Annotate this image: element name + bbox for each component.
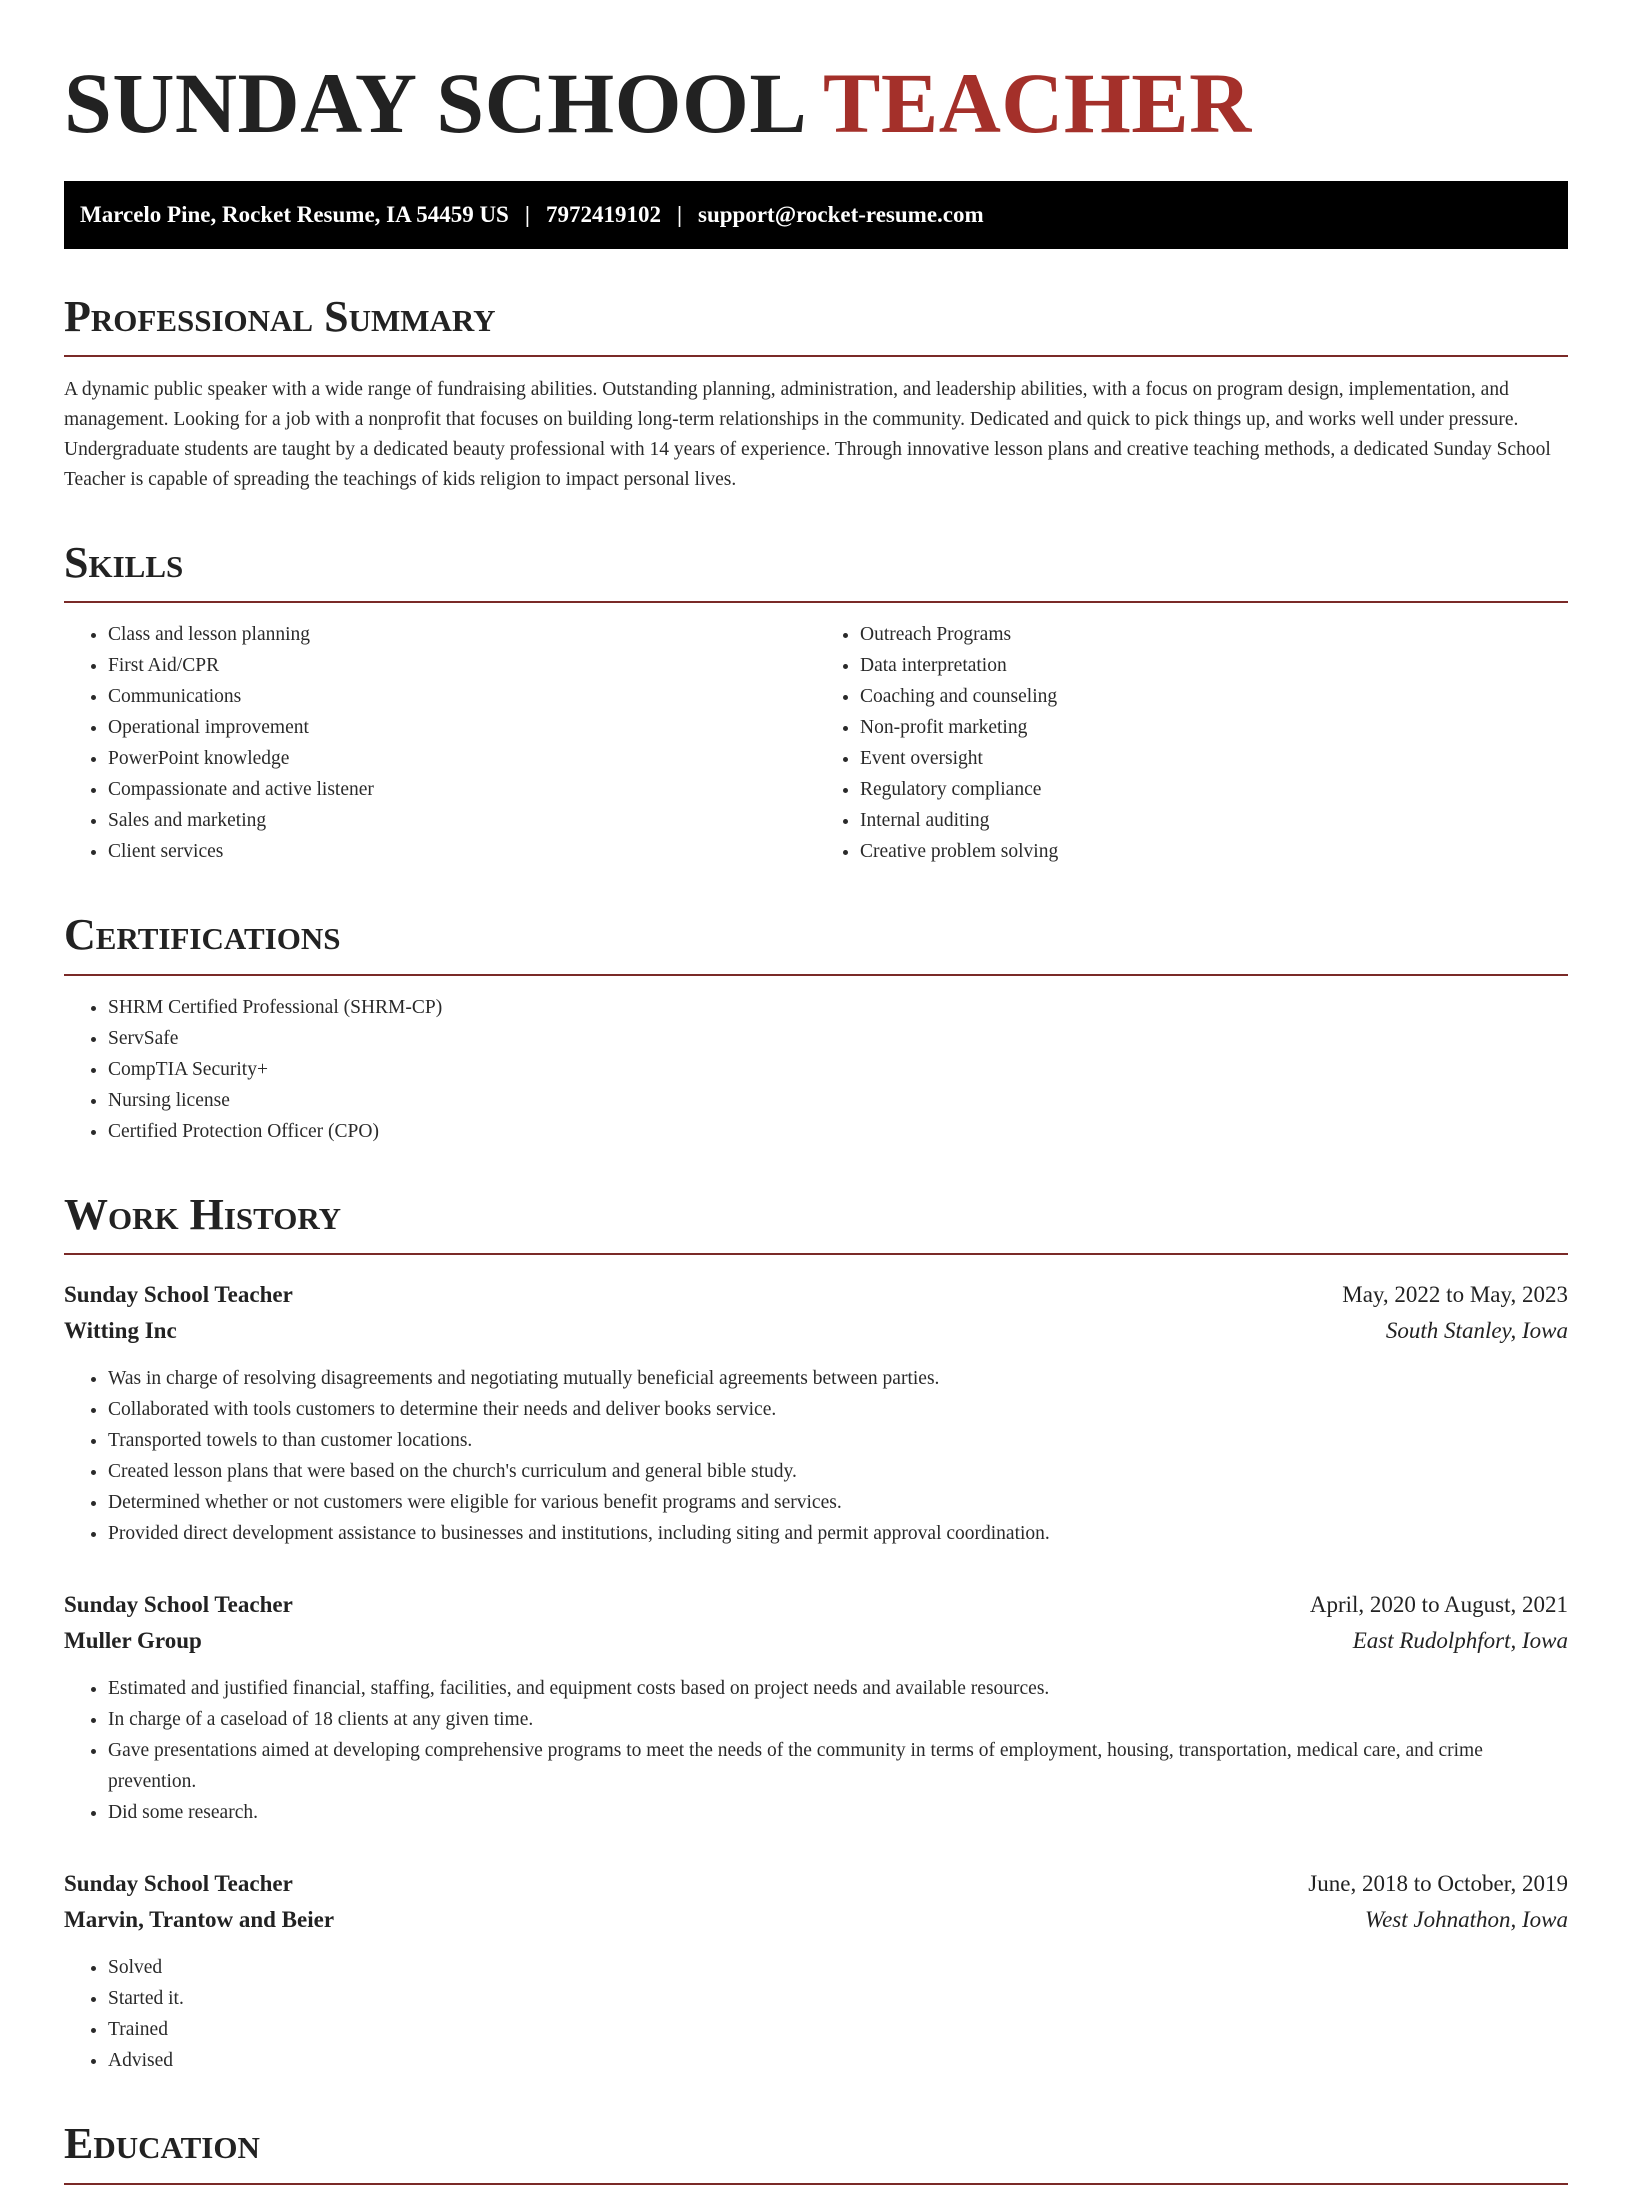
contact-bar (64, 181, 1568, 249)
job-bullet: • Collaborated with tools customers to determine their needs and deliver books service. (108, 1394, 1568, 1425)
certification-item: • SHRM Certified Professional (SHRM-CP) (108, 992, 1568, 1023)
skill-item: • Non-profit marketing (860, 712, 1568, 743)
education-heading: Education (64, 2119, 260, 2169)
contact-email[interactable]: support@rocket-resume.com (698, 201, 984, 227)
skill-item: • Internal auditing (860, 805, 1568, 836)
job-bullet: • In charge of a caseload of 18 clients at any given time. (108, 1704, 1568, 1735)
job-entry (64, 1587, 1568, 1828)
skills-columns (64, 603, 1568, 867)
skill-item: • Sales and marketing (108, 805, 816, 836)
resume-title (64, 0, 1568, 151)
section-divider (64, 355, 1568, 357)
certification-item: • ServSafe (108, 1023, 1568, 1054)
skill-item: • Data interpretation (860, 650, 1568, 681)
job-company-row (64, 1902, 1568, 1938)
job-location: East Rudolphfort, Iowa (1352, 1628, 1568, 1654)
title-accent: TEACHER (822, 55, 1252, 151)
job-dates: June, 2018 to October, 2019 (1308, 1871, 1568, 1897)
summary-text: A dynamic public speaker with a wide range of fundraising abilities. Outstanding planning, administration, and leadership abilities, with a focus on program design, implementation, and management. Looking for a job with a nonprofit that focuses on building long-term relationships in the community. Dedicated and quick to pick things up, and works well under pressure. Undergraduate students are taught by a dedicated beauty professional with 14 years of experience. Through innovative lesson plans and creative teaching methods, a dedicated Sunday School Teacher is capable of spreading the teachings of kids religion to impact personal lives. (64, 378, 1551, 490)
work-history-heading: Work History (64, 1189, 342, 1239)
skill-item: • Client services (108, 836, 816, 867)
skills-list-right (816, 619, 1568, 867)
job-header-row (64, 1587, 1568, 1623)
job-title: Sunday School Teacher (64, 1871, 293, 1897)
job-company-row (64, 1313, 1568, 1349)
job-bullet: • Gave presentations aimed at developing comprehensive programs to meet the needs of the community in terms of employment, housing, transportation, medical care, and crime prevention. (108, 1735, 1568, 1797)
job-company-row (64, 1623, 1568, 1659)
certification-item: • Nursing license (108, 1085, 1568, 1116)
skill-item: • Communications (108, 681, 816, 712)
job-bullet: • Was in charge of resolving disagreements and negotiating mutually beneficial agreements between parties. (108, 1363, 1568, 1394)
contact-phone[interactable]: 7972419102 (545, 201, 661, 227)
contact-separator: | (676, 201, 683, 227)
skills-heading: Skills (64, 537, 184, 587)
job-bullet: • Solved (108, 1952, 1568, 1983)
job-entry (64, 1866, 1568, 2076)
job-bullet: • Determined whether or not customers were eligible for various benefit programs and services. (108, 1487, 1568, 1518)
job-company: Witting Inc (64, 1318, 177, 1344)
skill-item: • Class and lesson planning (108, 619, 816, 650)
job-bullet: • Trained (108, 2014, 1568, 2045)
job-dates: May, 2022 to May, 2023 (1342, 1282, 1568, 1308)
job-bullets (64, 1952, 1568, 2076)
certification-item: • Certified Protection Officer (CPO) (108, 1116, 1568, 1147)
job-company: Muller Group (64, 1628, 202, 1654)
skill-item: • First Aid/CPR (108, 650, 816, 681)
job-dates: April, 2020 to August, 2021 (1309, 1592, 1568, 1618)
certifications-list (64, 992, 1568, 1147)
certification-item: • CompTIA Security+ (108, 1054, 1568, 1085)
section-divider (64, 2183, 1568, 2185)
job-header-row (64, 1277, 1568, 1313)
job-location: South Stanley, Iowa (1385, 1318, 1568, 1344)
job-bullets (64, 1673, 1568, 1828)
job-bullet: • Provided direct development assistance to businesses and institutions, including siting and permit approval coordination. (108, 1518, 1568, 1549)
work-history-list (64, 1277, 1568, 2076)
job-bullet: • Advised (108, 2045, 1568, 2076)
skill-item: • Coaching and counseling (860, 681, 1568, 712)
skill-item: • Event oversight (860, 743, 1568, 774)
skill-item: • Regulatory compliance (860, 774, 1568, 805)
section-divider (64, 1253, 1568, 1255)
job-location: West Johnathon, Iowa (1365, 1907, 1568, 1933)
job-bullets (64, 1363, 1568, 1549)
job-bullet: • Did some research. (108, 1797, 1568, 1828)
certifications-heading: Certifications (64, 910, 341, 960)
job-bullet: • Transported towels to than customer locations. (108, 1425, 1568, 1456)
summary-heading: Professional Summary (64, 291, 496, 341)
skill-item: • Outreach Programs (860, 619, 1568, 650)
job-bullet: • Started it. (108, 1983, 1568, 2014)
job-title: Sunday School Teacher (64, 1282, 293, 1308)
section-divider (64, 974, 1568, 976)
job-header-row (64, 1866, 1568, 1902)
job-title: Sunday School Teacher (64, 1592, 293, 1618)
skills-list-left (64, 619, 816, 867)
contact-address: Marcelo Pine, Rocket Resume, IA 54459 US (80, 201, 509, 227)
job-entry (64, 1277, 1568, 1549)
contact-separator: | (524, 201, 530, 227)
title-main: SUNDAY SCHOOL (64, 55, 803, 151)
skill-item: • Compassionate and active listener (108, 774, 816, 805)
skill-item: • Operational improvement (108, 712, 816, 743)
skill-item: • PowerPoint knowledge (108, 743, 816, 774)
job-bullet: • Estimated and justified financial, staffing, facilities, and equipment costs based on project needs and available resources. (108, 1673, 1568, 1704)
job-bullet: • Created lesson plans that were based on the church's curriculum and general bible study. (108, 1456, 1568, 1487)
skill-item: • Creative problem solving (860, 836, 1568, 867)
job-company: Marvin, Trantow and Beier (64, 1907, 335, 1933)
